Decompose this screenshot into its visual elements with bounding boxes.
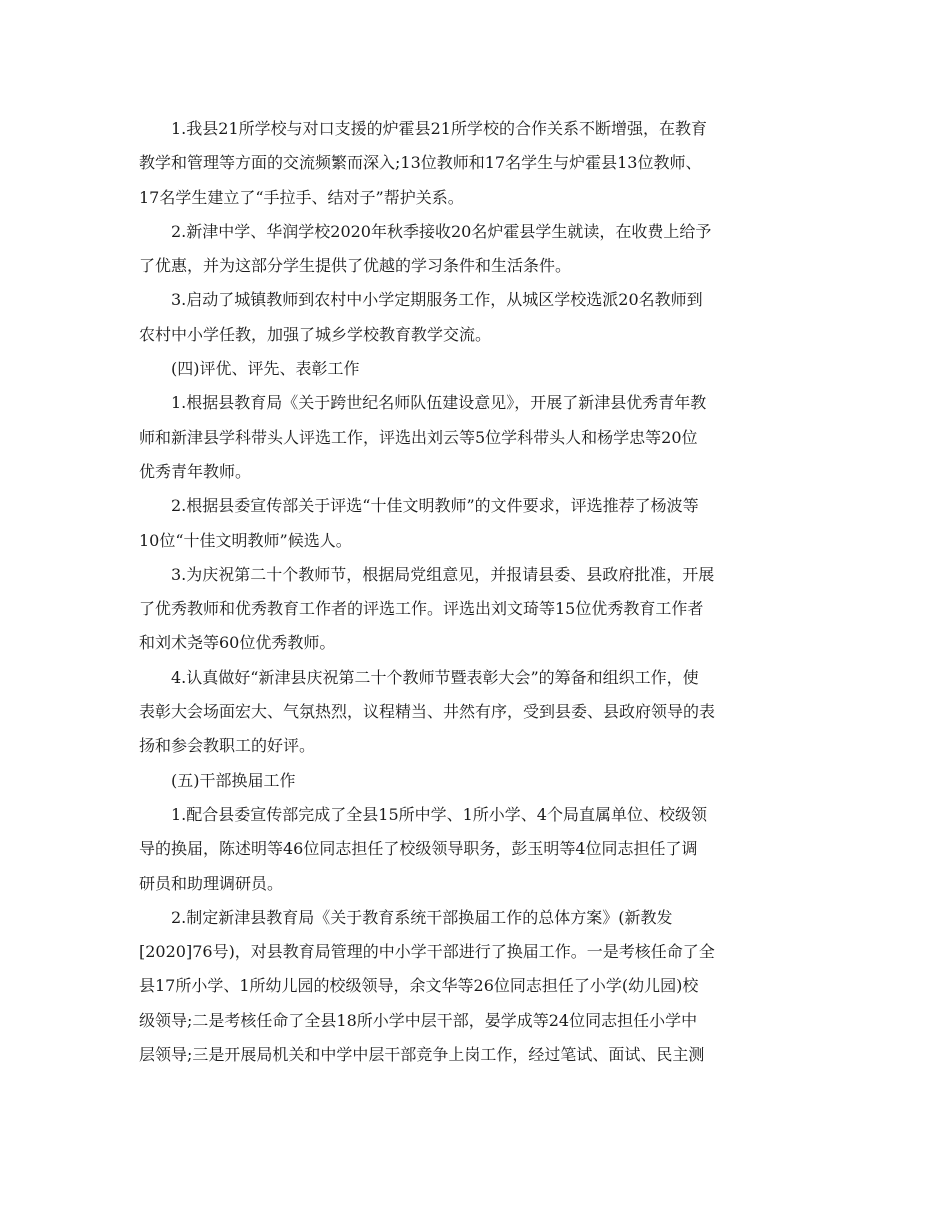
paragraph-11: 2.制定新津县教育局《关于教育系统干部换届工作的总体方案》(新教发 [2020]76号)，对县教育局管理的中小学干部进行了换届工作。一是考核任命了全 县17所小学、1所幼儿园的校级领导，余文华等26位同志担任了小学(幼儿园)校 级领导;二是考核任命了全县18所小学中层干部，晏学成等24位同志担任小学中 层领导;三是开展局机关和中学中层干部竞争上岗工作，经过笔试、面试、民主测	[139, 907, 715, 1065]
section-heading-5: (五)干部换届工作	[171, 770, 296, 790]
paragraph-2: 2.新津中学、华润学校2020年秋季接收20名炉霍县学生就读，在收费上给予 了优惠，并为这部分学生提供了优越的学习条件和生活条件。	[139, 221, 712, 276]
section-heading-4: (四)评优、评先、表彰工作	[171, 359, 360, 379]
paragraph-1: 1.我县21所学校与对口支援的炉霍县21所学校的合作关系不断增强，在教育 教学和管理等方面的交流频繁而深入;13位教师和17名学生与炉霍县13位教师、 17名学生建立了“手拉手、结对子”帮护关系。	[139, 119, 707, 207]
paragraph-7: 3.为庆祝第二十个教师节，根据局党组意见，并报请县委、县政府批准，开展 了优秀教师和优秀教育工作者的评选工作。评选出刘文琦等15位优秀教育工作者 和刘术尧等60位优秀教师。	[139, 564, 715, 653]
paragraph-8: 4.认真做好“新津县庆祝第二十个教师节暨表彰大会”的筹备和组织工作，使 表彰大会场面宏大、气氛热烈，议程精当、井然有序，受到县委、县政府领导的表 扬和参会教职工的好评。	[139, 667, 716, 756]
document-body	[139, 112, 815, 1072]
paragraph-10: 1.配合县委宣传部完成了全县15所中学、1所小学、4个局直属单位、校级领 导的换届，陈述明等46位同志担任了校级领导职务，彭玉明等4位同志担任了调 研员和助理调研员。	[139, 804, 707, 893]
paragraph-3: 3.启动了城镇教师到农村中小学定期服务工作，从城区学校选派20名教师到 农村中小学任教，加强了城乡学校教育教学交流。	[139, 290, 703, 344]
paragraph-6: 2.根据县委宣传部关于评选“十佳文明教师”的文件要求，评选推荐了杨波等 10位“十佳文明教师”候选人。	[139, 496, 699, 550]
paragraph-5: 1.根据县教育局《关于跨世纪名师队伍建设意见》，开展了新津县优秀青年教 师和新津县学科带头人评选工作，评选出刘云等5位学科带头人和杨学忠等20位 优秀青年教师。	[139, 393, 707, 481]
